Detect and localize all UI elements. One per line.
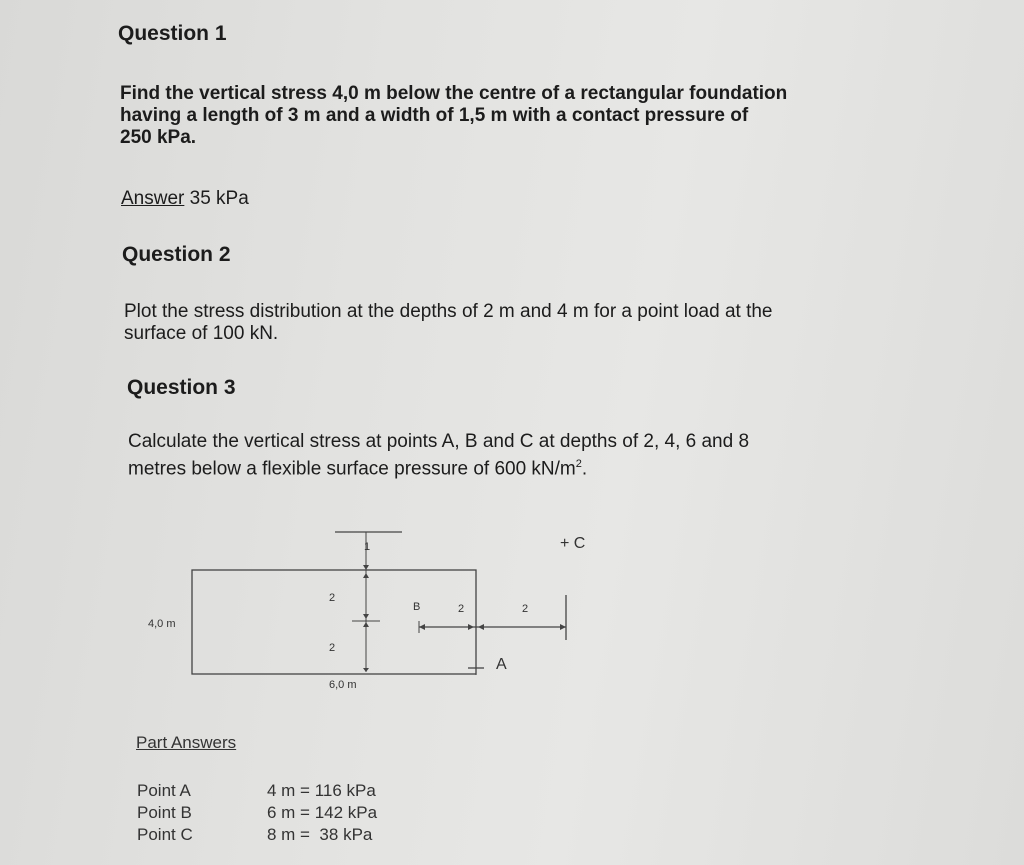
- part-answers-heading: Part Answers: [136, 733, 237, 752]
- question-3-text: [128, 431, 908, 480]
- arrow-down-2: [363, 614, 369, 619]
- answer-label: Answer: [121, 188, 185, 209]
- point-a-label: A: [496, 656, 507, 673]
- answer-row-a: [137, 781, 377, 803]
- question-2-line-2: surface of 100 kN.: [124, 323, 279, 344]
- point-name: Point C: [137, 825, 193, 844]
- dim-label-1: 1: [364, 541, 371, 553]
- width-label: 4,0 m: [148, 618, 176, 630]
- question-3-heading: Question 3: [127, 376, 236, 399]
- point-name: Point A: [137, 781, 191, 800]
- foundation-rectangle: [192, 570, 476, 674]
- question-1-text: [120, 83, 900, 149]
- answer-row-b: [137, 803, 377, 825]
- dim-label-2-upper: 2: [329, 592, 336, 604]
- point-result: 6 m = 142 kPa: [267, 803, 378, 822]
- question-3-line-1: Calculate the vertical stress at points A, B and C at depths of 2, 4, 6 and 8: [128, 431, 750, 452]
- answer-row-c: [137, 825, 377, 847]
- question-1-line-3: 250 kPa.: [120, 127, 197, 148]
- arrow-up-1: [363, 573, 369, 578]
- dim-label-2-lower: 2: [329, 642, 336, 654]
- question-1-heading: Question 1: [118, 22, 227, 45]
- answer-value: 35 kPa: [184, 188, 249, 209]
- length-label: 6,0 m: [329, 679, 357, 691]
- question-1-line-2: having a length of 3 m and a width of 1,5 m with a contact pressure of: [120, 105, 749, 126]
- arrow-down-1: [363, 565, 369, 570]
- question-2-heading: Question 2: [122, 243, 231, 266]
- dim-label-2-right-b: 2: [522, 603, 529, 615]
- arrow-to-edge: [468, 624, 474, 630]
- question-3-line-2: metres below a flexible surface pressure of 600 $kN/m^2$.: [128, 458, 588, 480]
- point-result: 8 m = 38 kPa: [267, 825, 373, 844]
- question-1-line-1: Find the vertical stress 4,0 m below the centre of a rectangular foundation: [120, 83, 788, 104]
- part-answers-table: [137, 781, 377, 847]
- arrow-down-3: [363, 668, 369, 672]
- question-2-text: [124, 301, 904, 345]
- arrow-from-edge: [478, 624, 484, 630]
- question-1-answer: [121, 188, 249, 210]
- point-name: Point B: [137, 803, 192, 822]
- dim-label-2-right-a: 2: [458, 603, 465, 615]
- question-2-line-1: Plot the stress distribution at the depths of 2 m and 4 m for a point load at the: [124, 301, 773, 322]
- arrow-up-2: [363, 622, 369, 627]
- arrow-right-c: [560, 624, 566, 630]
- arrow-right-b: [419, 624, 425, 630]
- point-b-label: B: [413, 601, 421, 613]
- point-c-label: + C: [560, 535, 586, 552]
- point-result: 4 m = 116 kPa: [267, 781, 376, 800]
